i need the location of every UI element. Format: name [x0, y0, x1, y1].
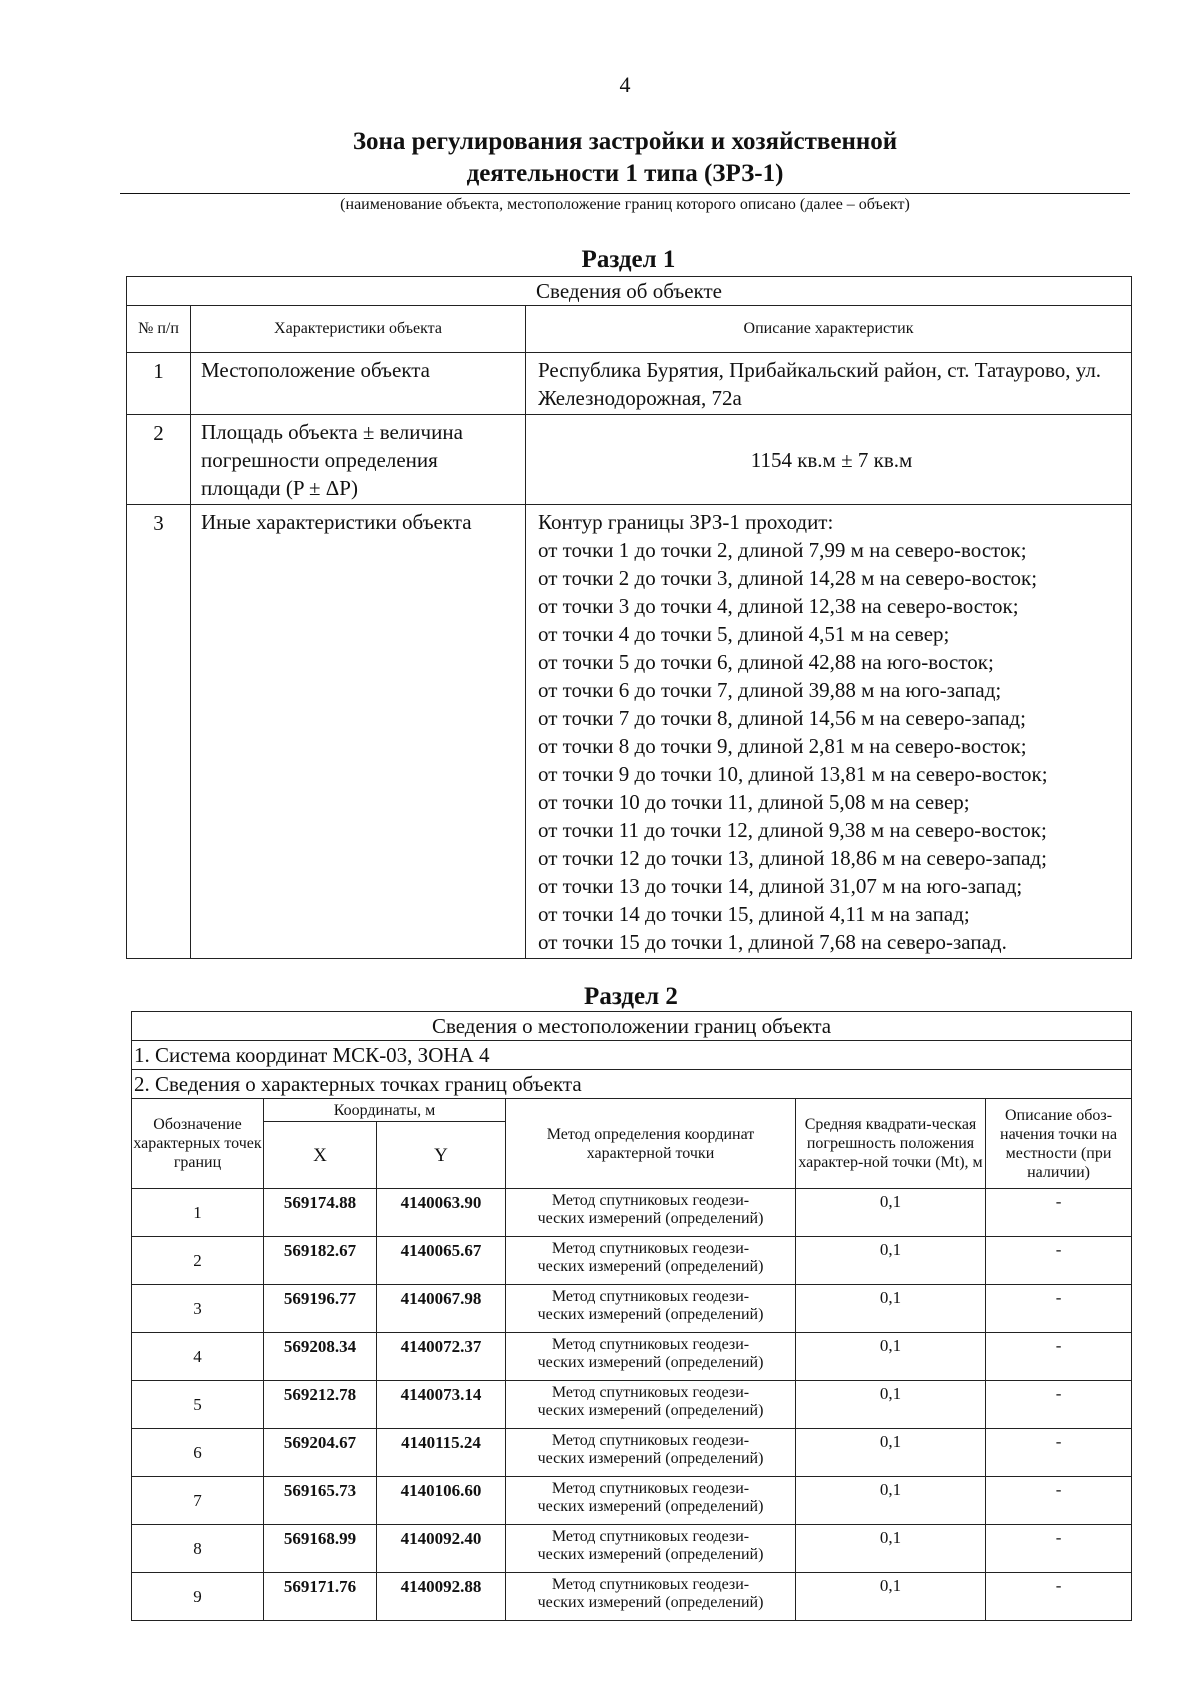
accuracy: 0,1 [796, 1429, 986, 1477]
row-name: Местоположение объекта [191, 353, 526, 415]
section-2-title: Раздел 2 [584, 983, 678, 1010]
row-name: Иные характеристики объекта [191, 505, 526, 959]
boundary-line: от точки 8 до точки 9, длиной 2,81 м на северо-восток; [538, 734, 1027, 758]
table-row [132, 1477, 1132, 1525]
object-info-header: Сведения об объекте [127, 277, 1132, 306]
title-line-2: деятельности 1 типа (ЗРЗ-1) [466, 160, 784, 187]
coord-x: 569174.88 [264, 1189, 377, 1237]
accuracy: 0,1 [796, 1381, 986, 1429]
table-row [132, 1573, 1132, 1621]
col-header-num: № п/п [127, 306, 191, 353]
method-line: Метод спутниковых геодези- [551, 1192, 750, 1209]
point-description: - [986, 1333, 1132, 1381]
accuracy: 0,1 [796, 1573, 986, 1621]
coord-y: 4140106.60 [377, 1477, 506, 1525]
point-id: 2 [132, 1237, 264, 1285]
title-line-1: Зона регулирования застройки и хозяйственной [352, 128, 898, 155]
table-row [132, 1381, 1132, 1429]
method-line: ческих измерений (определений) [537, 1402, 764, 1419]
row-value: Республика Бурятия, Прибайкальский район, ст. Татаурово, ул. Железнодорожная, 72а [526, 353, 1132, 415]
coord-y: 4140063.90 [377, 1189, 506, 1237]
points-caption: 2. Сведения о характерных точках границ объекта [132, 1070, 1132, 1099]
method-cell [506, 1525, 796, 1573]
coord-x: 569165.73 [264, 1477, 377, 1525]
table-row [127, 353, 1132, 415]
coord-y: 4140092.40 [377, 1525, 506, 1573]
point-id: 8 [132, 1525, 264, 1573]
coord-y: 4140092.88 [377, 1573, 506, 1621]
point-id: 3 [132, 1285, 264, 1333]
method-line: ческих измерений (определений) [537, 1354, 764, 1371]
method-line: Метод спутниковых геодези- [551, 1240, 750, 1257]
boundary-line: от точки 14 до точки 15, длиной 4,11 м на запад; [538, 902, 970, 926]
table-row [132, 1429, 1132, 1477]
point-id: 4 [132, 1333, 264, 1381]
method-cell [506, 1333, 796, 1381]
col-header-descr: Описание обоз-начения точки на местности (при наличии) [986, 1099, 1132, 1189]
method-line: ческих измерений (определений) [537, 1594, 764, 1611]
boundary-line: от точки 6 до точки 7, длиной 39,88 м на юго-запад; [538, 678, 1002, 702]
coord-x: 569204.67 [264, 1429, 377, 1477]
accuracy: 0,1 [796, 1285, 986, 1333]
coord-y: 4140073.14 [377, 1381, 506, 1429]
table-row [132, 1237, 1132, 1285]
row-num: 1 [127, 353, 191, 415]
point-description: - [986, 1477, 1132, 1525]
col-header-x: X [264, 1122, 377, 1189]
method-line: ческих измерений (определений) [537, 1306, 764, 1323]
point-description: - [986, 1237, 1132, 1285]
boundary-line: от точки 2 до точки 3, длиной 14,28 м на северо-восток; [538, 566, 1038, 590]
coordinates-header: Сведения о местоположении границ объекта [132, 1012, 1132, 1041]
point-id: 1 [132, 1189, 264, 1237]
method-cell [506, 1381, 796, 1429]
row-num: 3 [127, 505, 191, 959]
method-line: ческих измерений (определений) [537, 1450, 764, 1467]
coord-x: 569168.99 [264, 1525, 377, 1573]
boundary-line: Контур границы ЗРЗ-1 проходит: [538, 510, 834, 534]
boundary-line: от точки 4 до точки 5, длиной 4,51 м на север; [538, 622, 950, 646]
coord-y: 4140067.98 [377, 1285, 506, 1333]
coord-x: 569208.34 [264, 1333, 377, 1381]
col-header-description: Описание характеристик [526, 306, 1132, 353]
boundary-line: от точки 12 до точки 13, длиной 18,86 м на северо-запад; [538, 846, 1047, 870]
table-row [127, 415, 1132, 505]
col-header-coords: Координаты, м [264, 1099, 506, 1122]
method-cell [506, 1429, 796, 1477]
method-cell [506, 1237, 796, 1285]
coordinate-system: 1. Система координат МСК-03, ЗОНА 4 [132, 1041, 1132, 1070]
point-description: - [986, 1285, 1132, 1333]
row-name: Площадь объекта ± величина погрешности определения площади (P ± ΔP) [191, 415, 526, 505]
method-cell [506, 1573, 796, 1621]
document-title [120, 126, 1130, 190]
point-id: 6 [132, 1429, 264, 1477]
method-cell [506, 1285, 796, 1333]
col-header-y: Y [377, 1122, 506, 1189]
col-header-method: Метод определения координат характерной точки [506, 1099, 796, 1189]
method-line: Метод спутниковых геодези- [551, 1480, 750, 1497]
point-id: 5 [132, 1381, 264, 1429]
point-description: - [986, 1573, 1132, 1621]
col-header-point: Обозначение характерных точек границ [132, 1099, 264, 1189]
accuracy: 0,1 [796, 1477, 986, 1525]
row-value: 1154 кв.м ± 7 кв.м [526, 415, 1132, 505]
boundary-line: от точки 11 до точки 12, длиной 9,38 м на северо-восток; [538, 818, 1047, 842]
coord-x: 569182.67 [264, 1237, 377, 1285]
coord-x: 569212.78 [264, 1381, 377, 1429]
boundary-line: от точки 13 до точки 14, длиной 31,07 м на юго-запад; [538, 874, 1023, 898]
coord-y: 4140115.24 [377, 1429, 506, 1477]
title-underline [120, 193, 1130, 194]
table-row [132, 1333, 1132, 1381]
accuracy: 0,1 [796, 1333, 986, 1381]
boundary-line: от точки 15 до точки 1, длиной 7,68 на северо-запад. [538, 930, 1007, 954]
boundary-line: от точки 7 до точки 8, длиной 14,56 м на северо-запад; [538, 706, 1026, 730]
table-row [132, 1525, 1132, 1573]
method-line: ческих измерений (определений) [537, 1210, 764, 1227]
col-header-characteristic: Характеристики объекта [191, 306, 526, 353]
method-line: Метод спутниковых геодези- [551, 1576, 750, 1593]
table-row [132, 1285, 1132, 1333]
boundary-line: от точки 1 до точки 2, длиной 7,99 м на северо-восток; [538, 538, 1027, 562]
title-caption: (наименование объекта, местоположение границ которого описано (далее – объект) [340, 196, 910, 213]
method-cell [506, 1189, 796, 1237]
coordinates-table [131, 1011, 1132, 1621]
method-line: ческих измерений (определений) [537, 1546, 764, 1563]
section-1-title: Раздел 1 [581, 246, 676, 273]
point-description: - [986, 1381, 1132, 1429]
col-header-accuracy: Средняя квадрати-ческая погрешность положения характер-ной точки (Mt), м [796, 1099, 986, 1189]
point-id: 7 [132, 1477, 264, 1525]
method-line: ческих измерений (определений) [537, 1258, 764, 1275]
accuracy: 0,1 [796, 1525, 986, 1573]
accuracy: 0,1 [796, 1189, 986, 1237]
point-description: - [986, 1429, 1132, 1477]
coord-y: 4140065.67 [377, 1237, 506, 1285]
point-description: - [986, 1189, 1132, 1237]
boundary-line: от точки 10 до точки 11, длиной 5,08 м на север; [538, 790, 970, 814]
method-line: ческих измерений (определений) [537, 1498, 764, 1515]
coord-y: 4140072.37 [377, 1333, 506, 1381]
object-info-table [126, 276, 1132, 959]
method-line: Метод спутниковых геодези- [551, 1528, 750, 1545]
point-id: 9 [132, 1573, 264, 1621]
coord-x: 569171.76 [264, 1573, 377, 1621]
point-description: - [986, 1525, 1132, 1573]
method-line: Метод спутниковых геодези- [551, 1432, 750, 1449]
coord-x: 569196.77 [264, 1285, 377, 1333]
boundary-line: от точки 9 до точки 10, длиной 13,81 м на северо-восток; [538, 762, 1048, 786]
boundary-line: от точки 3 до точки 4, длиной 12,38 на северо-восток; [538, 594, 1019, 618]
accuracy: 0,1 [796, 1237, 986, 1285]
method-line: Метод спутниковых геодези- [551, 1336, 750, 1353]
boundary-description [526, 505, 1132, 959]
table-row [132, 1189, 1132, 1237]
table-row [127, 505, 1132, 959]
method-line: Метод спутниковых геодези- [551, 1384, 750, 1401]
row-num: 2 [127, 415, 191, 505]
page-number: 4 [619, 72, 631, 97]
method-cell [506, 1477, 796, 1525]
boundary-line: от точки 5 до точки 6, длиной 42,88 на юго-восток; [538, 650, 994, 674]
method-line: Метод спутниковых геодези- [551, 1288, 750, 1305]
